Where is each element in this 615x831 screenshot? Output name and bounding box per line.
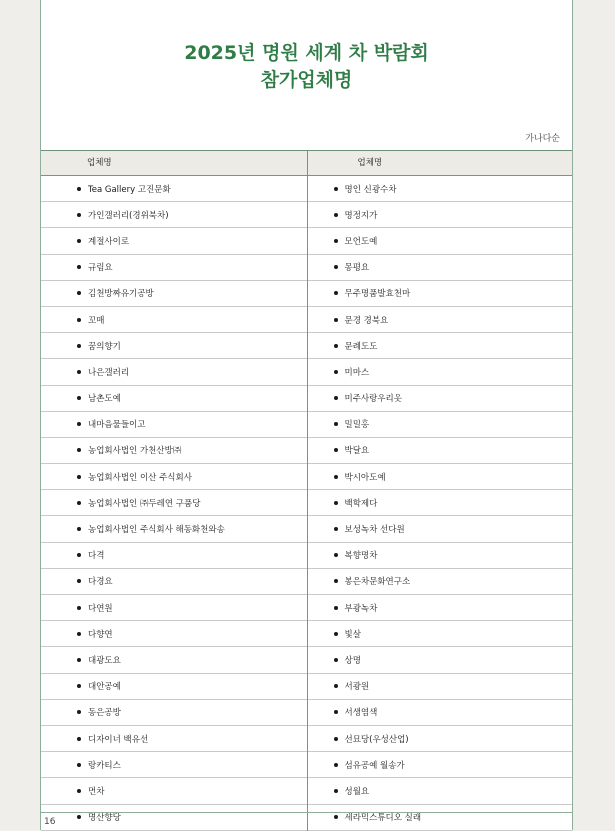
company-name: 섬유공예 월송가 (344, 760, 405, 771)
title-line-1: 2025년 명원 세계 차 박람회 (184, 42, 429, 64)
bullet-icon (334, 265, 338, 269)
table-row (308, 412, 573, 438)
bullet-icon (334, 763, 338, 767)
company-name: 문례도도 (344, 341, 378, 352)
table-row (308, 647, 573, 673)
table-row (41, 386, 307, 412)
bullet-icon (77, 344, 81, 348)
bullet-icon (77, 737, 81, 741)
table-row (41, 516, 307, 542)
page-title (41, 40, 572, 94)
bullet-icon (77, 632, 81, 636)
bullet-icon (77, 265, 81, 269)
company-name: 부광녹차 (344, 603, 378, 614)
company-name: 규림요 (88, 263, 113, 274)
bullet-icon (334, 632, 338, 636)
table-row (41, 176, 307, 202)
document-page (40, 0, 573, 830)
exhibitor-table (41, 150, 572, 831)
table-row (41, 752, 307, 778)
bullet-icon (334, 448, 338, 452)
company-name: 빛살 (344, 629, 361, 640)
bullet-icon (334, 789, 338, 793)
table-row (308, 359, 573, 385)
company-name: 다격 (88, 551, 105, 562)
table-row (41, 228, 307, 254)
company-name: 상명 (344, 655, 361, 666)
table-body (41, 176, 572, 831)
company-name: 성월요 (344, 786, 370, 797)
company-name: 박달요 (344, 446, 370, 457)
title-line-2: 참가업체명 (260, 69, 353, 91)
company-name: 가인갤러리(경위북차) (88, 210, 169, 221)
footer-divider (41, 812, 572, 813)
table-row (41, 569, 307, 595)
table-row (308, 176, 573, 202)
company-name: 대광도요 (88, 655, 121, 666)
company-name: 봉은차문화연구소 (344, 577, 411, 588)
bullet-icon (77, 448, 81, 452)
table-row (308, 202, 573, 228)
table-row (41, 674, 307, 700)
bullet-icon (334, 187, 338, 191)
sort-order-note: 가나다순 (525, 134, 560, 144)
bullet-icon (77, 396, 81, 400)
company-name: 농업회사법인 가천산방㈜ (88, 446, 182, 457)
bullet-icon (77, 710, 81, 714)
bullet-icon (77, 789, 81, 793)
left-column (41, 176, 307, 831)
bullet-icon (77, 291, 81, 295)
bullet-icon (334, 291, 338, 295)
company-name: 대안공예 (88, 682, 121, 693)
bullet-icon (77, 527, 81, 531)
bullet-icon (77, 475, 81, 479)
company-name: 세라믹스튜디오 실래 (344, 813, 422, 824)
bullet-icon (77, 553, 81, 557)
table-row (41, 412, 307, 438)
bullet-icon (77, 815, 81, 819)
bullet-icon (334, 710, 338, 714)
table-row (308, 752, 573, 778)
table-row (41, 333, 307, 359)
company-name: 밀밀홍 (344, 420, 370, 431)
company-name: 먼차 (88, 786, 105, 797)
bullet-icon (77, 422, 81, 426)
company-name: 백학제다 (344, 498, 378, 509)
table-row (41, 726, 307, 752)
company-name: 나은갤러리 (88, 367, 130, 378)
table-row (41, 778, 307, 804)
table-row (41, 359, 307, 385)
table-row (308, 778, 573, 804)
bullet-icon (77, 763, 81, 767)
bullet-icon (334, 501, 338, 505)
page-number: 16 (44, 817, 56, 827)
company-name: 복향명차 (344, 551, 378, 562)
table-row (41, 595, 307, 621)
bullet-icon (334, 396, 338, 400)
company-name: 무주명품발효천마 (344, 289, 411, 300)
bullet-icon (334, 684, 338, 688)
company-name: 몽평요 (344, 263, 370, 274)
company-name: 모언도예 (344, 236, 378, 247)
table-row (41, 805, 307, 831)
bullet-icon (334, 737, 338, 741)
company-name: 디자이너 백유선 (88, 734, 149, 745)
table-row (308, 726, 573, 752)
bullet-icon (77, 318, 81, 322)
bullet-icon (334, 422, 338, 426)
table-row (308, 307, 573, 333)
company-name: 다경요 (88, 577, 113, 588)
table-row (41, 255, 307, 281)
bullet-icon (77, 213, 81, 217)
table-row (308, 543, 573, 569)
bullet-icon (334, 475, 338, 479)
company-name: 꼬매 (88, 315, 105, 326)
bullet-icon (77, 684, 81, 688)
table-row (308, 569, 573, 595)
table-row (308, 674, 573, 700)
company-name: Tea Gallery 고진문화 (88, 184, 171, 195)
bullet-icon (334, 658, 338, 662)
table-row (308, 255, 573, 281)
company-name: 미주사랑우리옷 (344, 394, 402, 405)
bullet-icon (334, 344, 338, 348)
company-name: 선묘당(우성산업) (344, 734, 409, 745)
bullet-icon (77, 370, 81, 374)
bullet-icon (334, 370, 338, 374)
bullet-icon (77, 239, 81, 243)
company-name: 명정지가 (344, 210, 378, 221)
table-row (308, 700, 573, 726)
company-name: 꿈의향기 (88, 341, 121, 352)
table-row (308, 228, 573, 254)
company-name: 미마스 (344, 367, 370, 378)
column-header-right: 업체명 (307, 151, 573, 175)
table-row (308, 281, 573, 307)
table-row (41, 438, 307, 464)
table-row (41, 464, 307, 490)
bullet-icon (77, 658, 81, 662)
company-name: 박시아도예 (344, 472, 386, 483)
bullet-icon (334, 553, 338, 557)
bullet-icon (77, 606, 81, 610)
table-row (308, 386, 573, 412)
company-name: 남촌도예 (88, 394, 121, 405)
table-row (41, 490, 307, 516)
table-row (41, 543, 307, 569)
bullet-icon (334, 815, 338, 819)
table-row (308, 621, 573, 647)
right-column (307, 176, 573, 831)
company-name: 랑카티스 (88, 760, 121, 771)
bullet-icon (334, 527, 338, 531)
company-name: 문경 경북요 (344, 315, 389, 326)
bullet-icon (77, 501, 81, 505)
company-name: 농업회사법인 주식회사 해동화천와송 (88, 525, 225, 536)
bullet-icon (334, 318, 338, 322)
table-row (41, 621, 307, 647)
company-name: 계절사이로 (88, 236, 130, 247)
table-row (41, 281, 307, 307)
company-name: 명인 신광수차 (344, 184, 397, 195)
table-row (308, 595, 573, 621)
company-name: 서광원 (344, 682, 370, 693)
table-row (308, 490, 573, 516)
table-row (41, 647, 307, 673)
table-row (308, 438, 573, 464)
bullet-icon (334, 579, 338, 583)
table-row (41, 202, 307, 228)
company-name: 농업회사법인 이산 주식회사 (88, 472, 192, 483)
bullet-icon (77, 579, 81, 583)
company-name: 김천방짜유기공방 (88, 289, 154, 300)
table-row (308, 805, 573, 831)
table-row (41, 700, 307, 726)
company-name: 동은공방 (88, 708, 121, 719)
company-name: 보성녹차 선다원 (344, 525, 405, 536)
company-name: 다연원 (88, 603, 113, 614)
company-name: 서생염색 (344, 708, 378, 719)
table-row (308, 516, 573, 542)
bullet-icon (77, 187, 81, 191)
company-name: 내마음물들이고 (88, 420, 146, 431)
bullet-icon (334, 606, 338, 610)
table-row (308, 464, 573, 490)
bullet-icon (334, 239, 338, 243)
bullet-icon (334, 213, 338, 217)
company-name: 다향연 (88, 629, 113, 640)
company-name: 농업회사법인 ㈜두레연 구품당 (88, 498, 201, 509)
table-header (41, 151, 572, 176)
table-row (41, 307, 307, 333)
company-name: 명산향당 (88, 813, 121, 824)
column-header-left: 업체명 (87, 158, 112, 168)
table-row (308, 333, 573, 359)
